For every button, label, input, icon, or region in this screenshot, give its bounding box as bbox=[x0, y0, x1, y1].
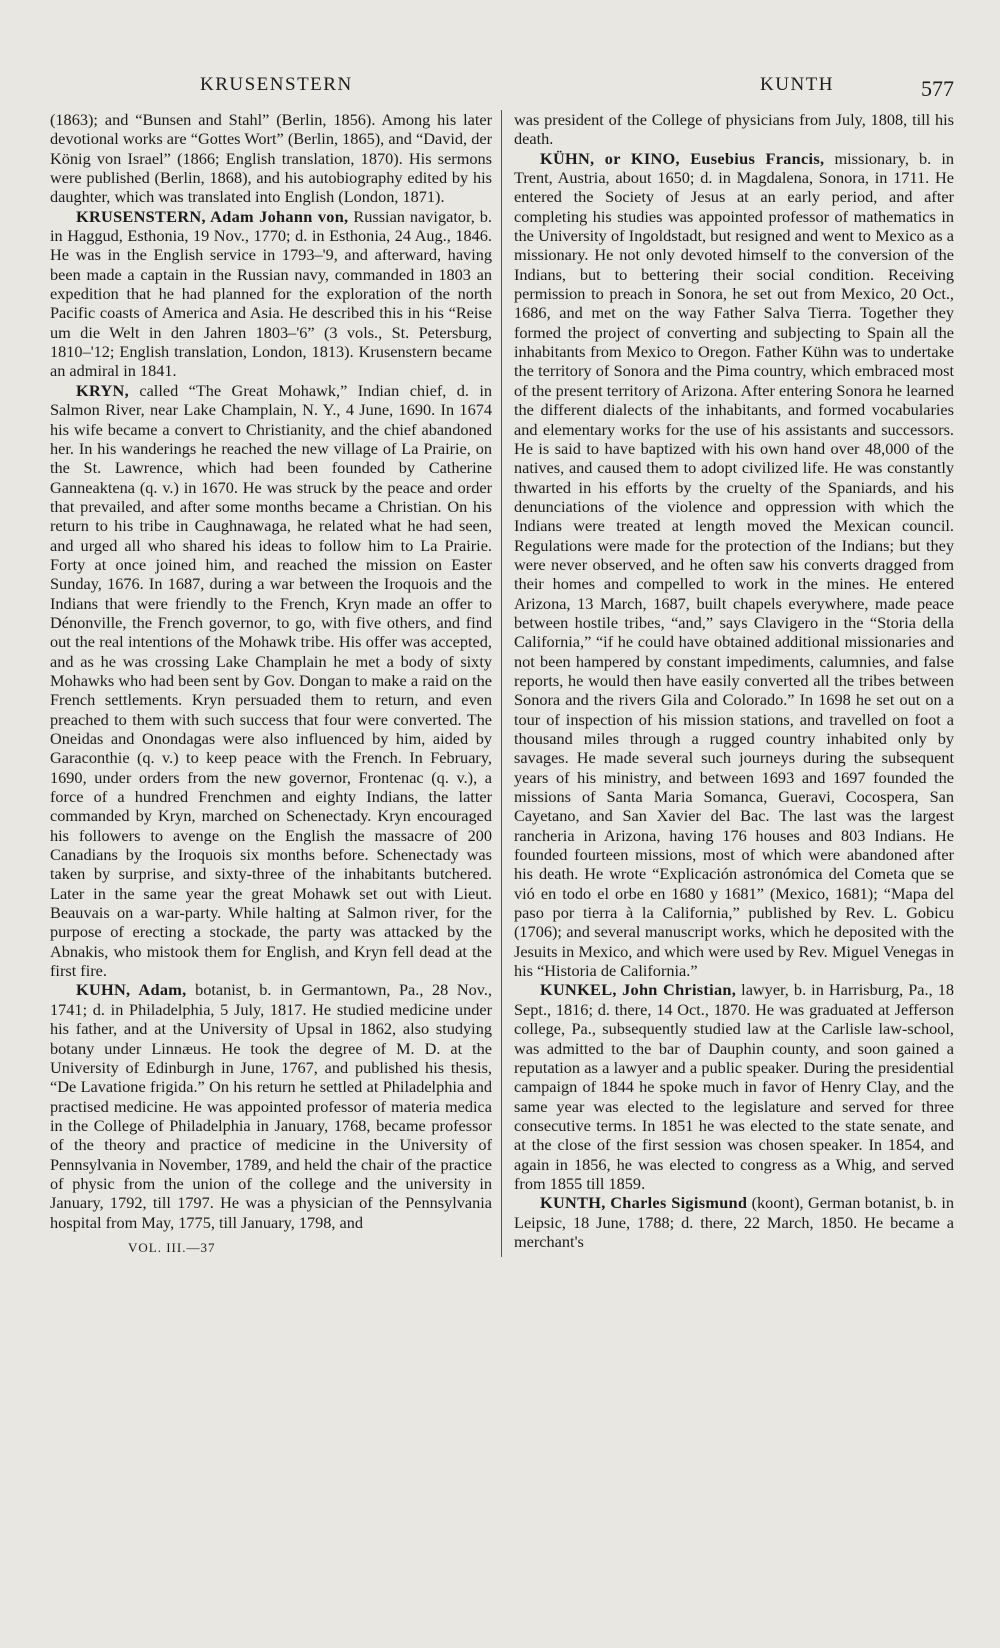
headword: KUNTH, Charles Sigismund bbox=[540, 1193, 748, 1213]
entry-kryn: KRYN, called “The Great Mohawk,” Indian chief, d. in Salmon River, near Lake Champlain, N. Y., 4 June, 1690. In 1674 his wife became a convert to Christianity, and the chief abandoned her. In his wanderings he reached the new village of La Prairie, on the St. Lawrence, which had been founded by Catherine Ganneaktena (q. v.) in 1670. He was struck by the peace and order that prevailed, and after some months became a Christian. On his return to his tribe in Caughnawaga, he related what he had seen, and urged all who shared his ideas to follow him to La Prairie. Forty at once joined him, and reached the mission on Easter Sunday, 1676. In 1687, during a war between the Iroquois and the Indians that were friendly to the French, Kryn made an offer to Dénonville, the French governor, to go, with five others, and find out the real intentions of the Mohawk tribe. His offer was accepted, and as he was crossing Lake Champlain he met a body of sixty Mohawks who had been sent by Gov. Dongan to make a raid on the French settlements. Kryn persuaded them to return, and even preached to them with such success that four were converted. The Oneidas and Onondagas were also influenced by him, aided by Garaconthie (q. v.) to keep peace with the French. In February, 1690, under orders from the new governor, Frontenac (q. v.), a force of a hundred Frenchmen and eighty Indians, the latter commanded by Kryn, marched on Schenectady. Kryn encouraged his followers to avenge on the English the massacre of 200 Canadians by the Iroquois six months before. Schenectady was taken by surprise, and sixty-three of the inhabitants butchered. Later in the same year the great Mohawk set out with Lieut. Beauvais on a war-party. While halting at Salmon river, for the purpose of erecting a stockade, the party was attacked by the Abnakis, who mistook them for English, and Kryn fell dead at the first fire. bbox=[50, 380, 492, 981]
text-columns bbox=[50, 110, 954, 1257]
continued-paragraph: (1863); and “Bunsen and Stahl” (Berlin, 1856). Among his later devotional works are “Gottes Wort” (Berlin, 1865), and “David, der König von Israel” (1866; English translation, 1870). His sermons were published (Berlin, 1868), and his autobiography edited by his daughter, which was translated into English (London, 1871). bbox=[50, 110, 492, 207]
headword: KÜHN, or KINO, Eusebius Francis, bbox=[540, 148, 825, 168]
left-running-head: KRUSENSTERN bbox=[200, 74, 353, 95]
volume-signature: VOL. III.—37 bbox=[128, 1239, 216, 1255]
right-running-head: KUNTH bbox=[760, 74, 834, 95]
headword: KUNKEL, John Christian, bbox=[540, 980, 737, 1000]
page-number: 577 bbox=[921, 76, 954, 101]
entry-kuhn-eusebius: KÜHN, or KINO, Eusebius Francis, missionary, b. in Trent, Austria, about 1650; d. in Magdalena, Sonora, in 1711. He entered the Society of Jesus at an early period, and after completing his studies was appointed professor of mathematics in the University of Ingoldstadt, but resigned and went to Mexico as a missionary. He not only devoted himself to the conversion of the Indians, but to bettering their social condition. Receiving permission to preach in Sonora, he set out from Mexico, 20 Oct., 1686, and met on the way Father Salva Tierra. Together they formed the project of converting and subjecting to Spain all the inhabitants from Mexico to Oregon. Father Kühn was to undertake the territory of Sonora and the Pima country, which embraced most of the present territory of Arizona. After entering Sonora he learned the different dialects of the inhabitants, and formed vocabularies and elementary works for the use of his assistants and successors. He is said to have baptized with his own hand over 48,000 of the natives, and caused them to adopt civilized life. He was constantly thwarted in his efforts by the cruelty of the Spaniards, and his denunciations of the violence and oppression with which the Indians were treated at length moved the Mexican council. Regulations were made for the protection of the Indians; but they were never observed, and he often saw his converts dragged from their homes and compelled to work in the mines. He entered Arizona, 13 March, 1687, built chapels everywhere, made peace between hostile tribes, “and,” says Clavigero in the “Storia della California,” “if he could have obtained additional missionaries and not been hampered by constant impediments, calumnies, and false reports, he would then have easily converted all the tribes between Sonora and the rivers Gila and Colorado.” In 1698 he set out on a tour of inspection of his mission stations, and travelled on foot a thousand miles through a rugged country inhabited only by savages. He made several such journeys during the subsequent years of his ministry, and between 1693 and 1697 founded the missions of Santa Maria Somanca, Gueravi, Cocospera, San Cayetano, and San Xavier del Bac. The last was the largest rancheria in Arizona, having 176 houses and 803 Indians. He founded fourteen missions, most of which were abandoned after his death. He wrote “Explicación astronómica del Cometa que se vió en todo el orbe en 1680 y 1681” (Mexico, 1681); “Mapa del paso por tierra à la California,” published by Rev. L. Gobicu (1706); and several manuscript works, which he deposited with the Jesuits in Mexico, and which were used by Rev. Miguel Venegas in his “Historia de California.” bbox=[514, 148, 954, 981]
entry-kunkel: KUNKEL, John Christian, lawyer, b. in Harrisburg, Pa., 18 Sept., 1816; d. there, 14 Oct., 1870. He was graduated at Jefferson college, Pa., subsequently studied law at the Carlisle law-school, was admitted to the bar of Dauphin county, and soon gained a reputation as a lawyer and a public speaker. During the presidential campaign of 1844 he spoke much in favor of Henry Clay, and the same year was elected to the legislature and served for three consecutive terms. In 1851 he was elected to the state senate, and at the close of the first session was chosen speaker. In 1854, and again in 1856, he was elected to congress as a Whig, and served from 1855 till 1859. bbox=[514, 980, 954, 1193]
headword: KRYN, bbox=[76, 380, 129, 400]
left-column bbox=[50, 110, 492, 1257]
entry-kunth: KUNTH, Charles Sigismund (koont), German botanist, b. in Leipsic, 18 June, 1788; d. there, 22 March, 1850. He became a merchant's bbox=[514, 1193, 954, 1251]
right-column bbox=[501, 110, 954, 1257]
entry-kuhn-adam: KUHN, Adam, botanist, b. in Germantown, Pa., 28 Nov., 1741; d. in Philadelphia, 5 July, 1817. He studied medicine under his father, and at the University of Upsal in 1862, also studying botany under Linnæus. He took the degree of M. D. at the University of Edinburgh in June, 1767, and published his thesis, “De Lavatione frigida.” On his return he settled at Philadelphia and practised medicine. He was appointed professor of materia medica in the College of Philadelphia in January, 1768, became professor of the theory and practice of medicine in the University of Pennsylvania in November, 1789, and held the chair of the practice of physic from the union of the college and the university in January, 1792, till 1797. He was a physician of the Pennsylvania hospital from May, 1775, till January, 1798, and bbox=[50, 980, 492, 1232]
continued-paragraph: was president of the College of physicians from July, 1808, till his death. bbox=[514, 110, 954, 149]
entry-krusenstern: KRUSENSTERN, Adam Johann von, Russian navigator, b. in Haggud, Esthonia, 19 Nov., 1770; d. in Esthonia, 24 Aug., 1846. He was in the English service in 1793–'9, and afterward, having been made a captain in the Russian navy, commanded in 1803 an expedition that he had planned for the exploration of the north Pacific coasts of America and Asia. He described this in his “Reise um die Welt in den Jahren 1803–'6” (3 vols., St. Petersburg, 1810–'12; English translation, London, 1813). Krusenstern became an admiral in 1841. bbox=[50, 206, 492, 381]
running-header bbox=[50, 62, 954, 110]
headword: KRUSENSTERN, Adam Johann von, bbox=[76, 206, 349, 226]
headword: KUHN, Adam, bbox=[76, 980, 187, 1000]
